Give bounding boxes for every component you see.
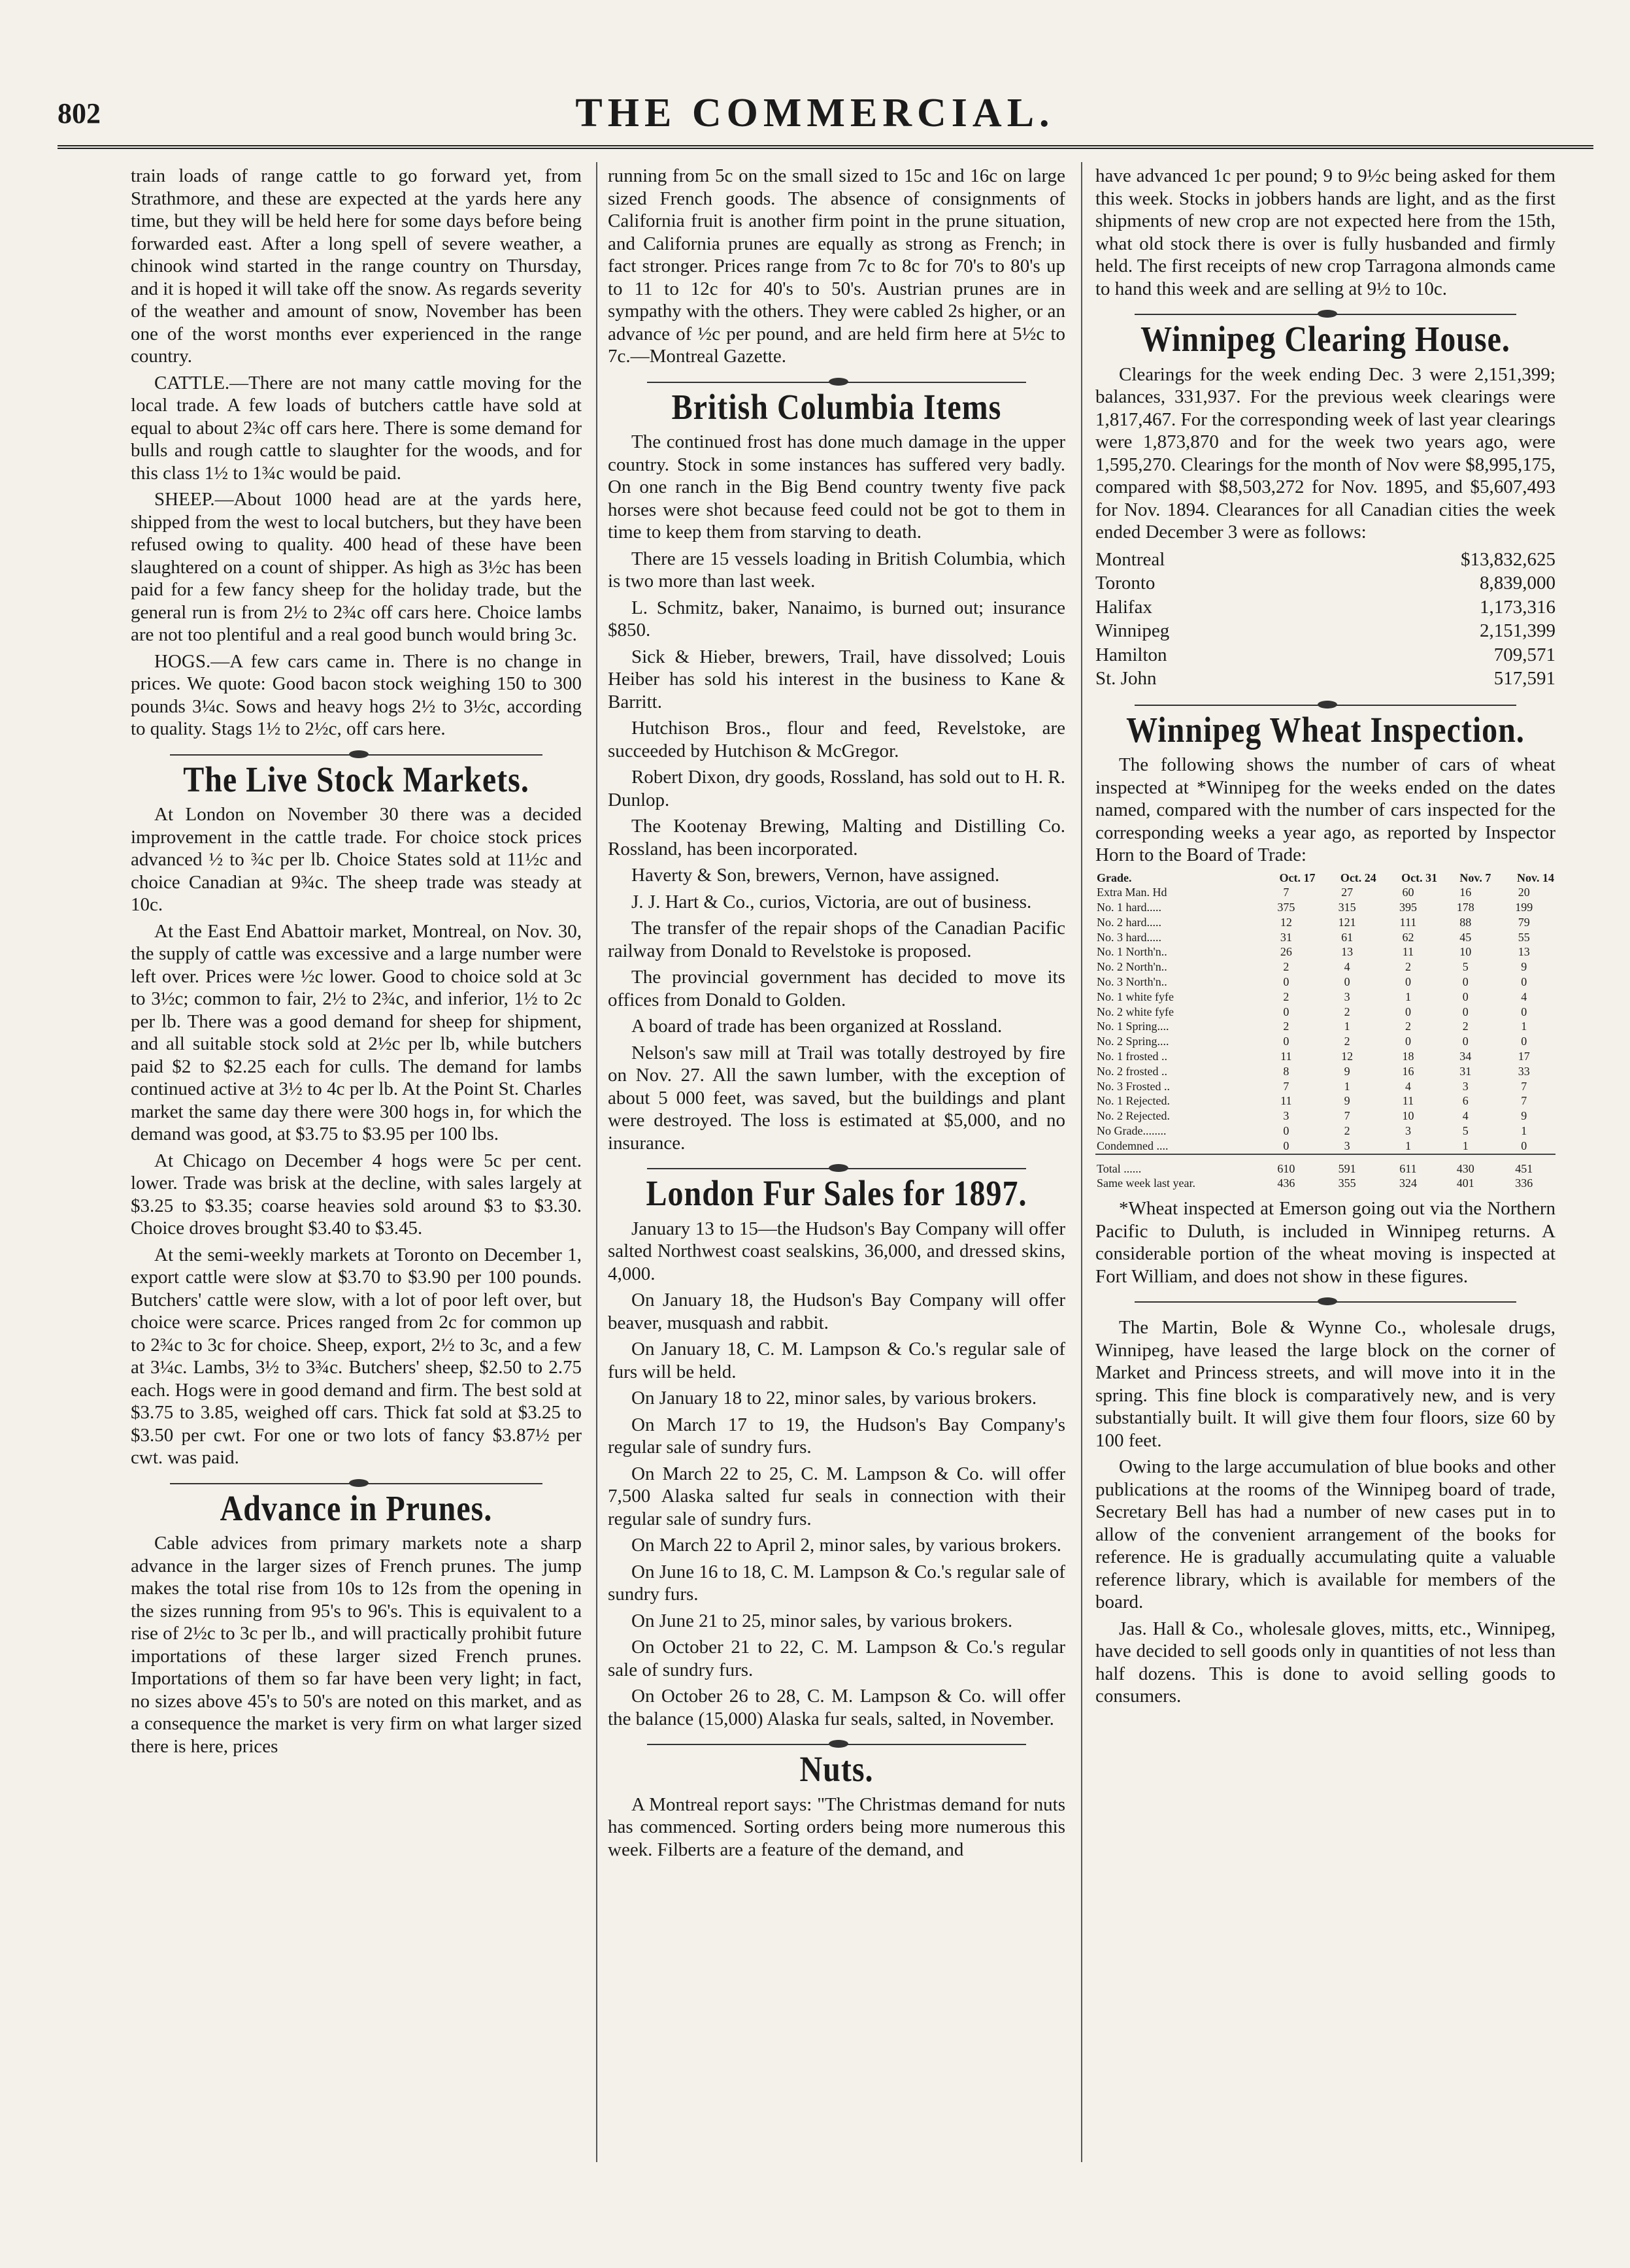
paragraph: Sick & Hieber, brewers, Trail, have dissolved; Louis Heiber has sold his interest in the business to Kane & Barritt. <box>608 646 1065 712</box>
grade-cell: No. 2 Rejected. <box>1097 1109 1170 1123</box>
count-cell: 199 <box>1515 901 1533 914</box>
count-cell: 61 <box>1341 930 1354 944</box>
count-cell: 9 <box>1521 960 1527 974</box>
count-cell: 178 <box>1456 901 1474 914</box>
headline-winnipeg-clearing-house: Winnipeg Clearing House. <box>1140 319 1510 359</box>
grade-cell: No. 1 frosted .. <box>1097 1050 1167 1063</box>
grade-cell: No. 2 North'n.. <box>1097 960 1167 974</box>
headline-advance-in-prunes: Advance in Prunes. <box>220 1488 493 1529</box>
amount-cell: 709,571 <box>1493 644 1555 665</box>
count-cell: 1 <box>1462 1139 1469 1152</box>
count-cell: 4 <box>1521 990 1527 1003</box>
grade-cell: Condemned .... <box>1097 1139 1169 1152</box>
table-row <box>1095 990 1555 1005</box>
table-row <box>1095 959 1555 975</box>
paragraph: On January 18 to 22, minor sales, by various brokers. <box>631 1388 1037 1409</box>
paragraph: At the East End Abattoir market, Montreal, on Nov. 30, the supply of cattle was excessive and a large number were left over. Prices were ½c lower. Good to choice sold at 3c to 3½c; common to fair, 2½ to 2¾c, and inferior, 1½ to 2c per lb. There was a good demand for sheep for shipment, and all suitable stock sold at 2½c per lb, while butchers paid $2 to $2.25 each for culls. The demand for lambs continued active at 3½ to 4c per lb. At the Point St. Charles market the same day there were 300 hogs in, for which the demand was good, at $3.75 to $3.95 per 100 lbs. <box>131 920 582 1144</box>
count-cell: 2 <box>1283 960 1289 974</box>
count-cell: 315 <box>1338 901 1356 914</box>
count-cell: 62 <box>1402 930 1414 944</box>
grade-cell: No. 2 Spring.... <box>1097 1035 1169 1048</box>
grade-cell: No. 3 North'n.. <box>1097 975 1167 989</box>
count-cell: 16 <box>1402 1064 1414 1078</box>
count-cell: 2 <box>1283 990 1289 1003</box>
table-row <box>1095 930 1555 945</box>
count-cell: 1 <box>1521 1124 1527 1138</box>
table-row <box>1095 975 1555 990</box>
section-separator <box>1135 1293 1516 1311</box>
headline-british-columbia-items: British Columbia Items <box>671 387 1002 427</box>
count-cell: 11 <box>1402 1094 1414 1108</box>
count-cell: 0 <box>1521 1005 1527 1018</box>
count-cell: 7 <box>1521 1094 1527 1108</box>
city-cell: Toronto <box>1095 573 1156 593</box>
paragraph: On March 17 to 19, the Hudson's Bay Company's regular sale of sundry furs. <box>608 1414 1065 1458</box>
count-cell: 12 <box>1341 1050 1354 1063</box>
count-cell: 7 <box>1521 1079 1527 1093</box>
column-header: Nov. 7 <box>1459 871 1491 884</box>
table-row <box>1095 1049 1555 1064</box>
paragraph: A board of trade has been organized at Rossland. <box>631 1016 1003 1037</box>
paragraph: Owing to the large accumulation of blue books and other publications at the rooms of the Winnipeg board of trade, Secretary Bell has had a number of new cases put in to allow of the convenient arrangement of the books for reference. He is gradually accumulating quite a valuable reference library, which is available for members of the board. <box>1095 1456 1555 1613</box>
paragraph: At Chicago on December 4 hogs were 5c per cent. lower. Trade was brisk at the decline, with sales largely at $3.25 to $3.35; coarse heavies sold around $3 to $3.30. Choice droves brought $3.40 to $3.45. <box>131 1150 582 1239</box>
paragraph: The Kootenay Brewing, Malting and Distilling Co. Rossland, has been incorporated. <box>608 816 1065 859</box>
grade-cell: No. 1 hard..... <box>1097 901 1161 914</box>
column-2 <box>608 165 1065 1865</box>
paragraph: At London on November 30 there was a decided improvement in the cattle trade. For choice stock prices advanced ½ to ¾c per lb. Choice States sold at 11½c and choice Canadian at 9¾c. The sheep trade was steady at 10c. <box>131 804 582 915</box>
table-row <box>1095 1034 1555 1049</box>
count-cell: 33 <box>1518 1064 1530 1078</box>
masthead-rule <box>58 145 1593 149</box>
page-number: 802 <box>58 97 101 129</box>
count-cell: 4 <box>1344 960 1350 974</box>
paragraph: There are 15 vessels loading in British Columbia, which is two more than last week. <box>608 548 1065 592</box>
count-cell: 5 <box>1462 960 1469 974</box>
count-cell: 1 <box>1344 1079 1350 1093</box>
count-cell: 436 <box>1277 1176 1295 1190</box>
city-cell: Winnipeg <box>1095 620 1170 641</box>
count-cell: 12 <box>1280 915 1292 929</box>
amount-cell: $13,832,625 <box>1461 548 1555 570</box>
headline-live-stock-markets: The Live Stock Markets. <box>183 759 529 800</box>
table-row <box>1095 1064 1555 1079</box>
count-cell: 45 <box>1459 930 1472 944</box>
table-row <box>1095 900 1555 915</box>
column-1 <box>131 165 582 1761</box>
table-row <box>1095 571 1555 595</box>
table-row <box>1095 1093 1555 1109</box>
count-cell: 355 <box>1338 1176 1356 1190</box>
paragraph: Clearings for the week ending Dec. 3 were 2,151,399; balances, 331,937. For the previous week clearings were 1,817,467. For the corresponding week of last year clearings were 1,873,870 and for the week two years ago, were 1,595,270. Clearings for the month of Nov were $8,995,175, compared with $8,503,272 for Nov. 1895, and $5,607,493 for Nov. 1894. Clearances for all Canadian cities the week ended December 3 were as follows: <box>1095 363 1555 542</box>
grade-cell: No. 1 North'n.. <box>1097 945 1167 959</box>
paragraph: L. Schmitz, baker, Nanaimo, is burned out; insurance $850. <box>608 597 1065 641</box>
count-cell: 27 <box>1341 886 1354 899</box>
count-cell: 7 <box>1344 1109 1350 1123</box>
count-cell: 7 <box>1283 886 1289 899</box>
count-cell: 395 <box>1399 901 1417 914</box>
count-cell: 111 <box>1399 915 1417 929</box>
paragraph: On January 18, C. M. Lampson & Co.'s regular sale of furs will be held. <box>608 1339 1065 1382</box>
count-cell: 1 <box>1405 1139 1411 1152</box>
paragraph: running from 5c on the small sized to 15c and 16c on large sized French goods. The absence of consignments of California fruit is another firm point in the prune situation, and California prunes are equally as strong as French; in fact stronger. Prices range from 7c to 8c for 70's to 80's up to 11 to 12c for 40's to 50's. Austrian prunes are in sympathy with the others. They were cabled 2s higher, or an advance of ½c per pound, and are held firm here at 5½c to 7c.—Montreal Gazette. <box>608 165 1065 367</box>
headline-london-fur-sales: London Fur Sales for 1897. <box>646 1173 1027 1214</box>
headline-winnipeg-wheat-inspection: Winnipeg Wheat Inspection. <box>1126 710 1525 750</box>
table-row <box>1095 643 1555 667</box>
amount-cell: 1,173,316 <box>1480 596 1555 618</box>
count-cell: 0 <box>1521 1035 1527 1048</box>
count-cell: 0 <box>1283 1124 1289 1138</box>
count-cell: 0 <box>1462 975 1469 989</box>
table-row <box>1095 1005 1555 1020</box>
count-cell: 4 <box>1405 1079 1411 1093</box>
paragraph: January 13 to 15—the Hudson's Bay Company will offer salted Northwest coast sealskins, 36,000, and dressed skins, 4,000. <box>608 1218 1065 1284</box>
paragraph: On October 26 to 28, C. M. Lampson & Co. will offer the balance (15,000) Alaska fur seals, salted, in November. <box>608 1686 1065 1729</box>
column-header: Oct. 17 <box>1279 871 1316 884</box>
grade-cell: No Grade........ <box>1097 1124 1167 1138</box>
paragraph: On March 22 to 25, C. M. Lampson & Co. will offer 7,500 Alaska salted fur seals in connection with their regular sale of sundry furs. <box>608 1463 1065 1529</box>
paragraph: The provincial government has decided to move its offices from Donald to Golden. <box>608 967 1065 1010</box>
count-cell: 13 <box>1518 945 1530 959</box>
table-row <box>1095 1079 1555 1094</box>
paragraph: The Martin, Bole & Wynne Co., wholesale drugs, Winnipeg, have leased the large block on the corner of Market and Princess streets, and will move into it in the spring. This fine block is comparatively new, and is very substantially built. It will give them four floors, size 60 by 100 feet. <box>1095 1317 1555 1451</box>
count-cell: 34 <box>1459 1050 1472 1063</box>
row-label-cell: Total ...... <box>1097 1161 1142 1175</box>
count-cell: 1 <box>1521 1020 1527 1033</box>
amount-cell: 8,839,000 <box>1480 573 1555 593</box>
paragraph: On October 21 to 22, C. M. Lampson & Co.'s regular sale of sundry furs. <box>608 1637 1065 1680</box>
amount-cell: 2,151,399 <box>1480 620 1555 641</box>
column-header: Grade. <box>1097 871 1132 884</box>
table-row <box>1095 548 1555 572</box>
table-header-row <box>1095 871 1555 886</box>
table-row <box>1095 915 1555 930</box>
count-cell: 8 <box>1283 1064 1289 1078</box>
grade-cell: No. 1 Spring.... <box>1097 1020 1169 1033</box>
paragraph: On June 16 to 18, C. M. Lampson & Co.'s regular sale of sundry furs. <box>608 1561 1065 1605</box>
city-cell: Hamilton <box>1095 644 1167 665</box>
count-cell: 9 <box>1521 1109 1527 1123</box>
wheat-table-body <box>1095 885 1555 1191</box>
count-cell: 336 <box>1515 1176 1533 1190</box>
last-year-row <box>1095 1176 1555 1191</box>
paragraph: At the semi-weekly markets at Toronto on December 1, export cattle were slow at $3.70 to $3.90 per 100 pounds. Butchers' cattle were slow, with a lot of poor left over, but choice were scarce. Prices ranged from 2c for common up to 2¾c to 3c for choice. Sheep, export, 2½ to 3c, and a few at 3¼c. Lambs, 3½ to 3¾c. Butchers' sheep, $2.50 to 2.75 each. Hogs were in good demand and firm. The best sold at $3.75 to 3.85, weighed off cars. Thick fat sold at $3.25 to $3.50 per cwt. For one or two lots of fancy $3.87½ per cwt. was paid. <box>131 1244 582 1468</box>
count-cell: 1 <box>1344 1020 1350 1033</box>
paragraph: On June 21 to 25, minor sales, by various brokers. <box>631 1610 1013 1631</box>
city-cell: St. John <box>1095 668 1157 689</box>
count-cell: 324 <box>1399 1176 1417 1190</box>
count-cell: 3 <box>1344 1139 1350 1152</box>
count-cell: 55 <box>1518 930 1530 944</box>
count-cell: 0 <box>1462 1005 1469 1018</box>
grade-cell: No. 3 hard..... <box>1097 930 1161 944</box>
count-cell: 2 <box>1405 960 1411 974</box>
column-header: Oct. 24 <box>1340 871 1376 884</box>
column-header: Nov. 14 <box>1516 871 1554 884</box>
count-cell: 401 <box>1456 1176 1474 1190</box>
table-row <box>1095 595 1555 620</box>
count-cell: 0 <box>1405 1035 1411 1048</box>
paragraph: Hutchison Bros., flour and feed, Revelstoke, are succeeded by Hutchison & McGregor. <box>608 718 1065 761</box>
paragraph: On March 22 to April 2, minor sales, by various brokers. <box>631 1535 1062 1556</box>
count-cell: 7 <box>1283 1079 1289 1093</box>
count-cell: 0 <box>1462 1035 1469 1048</box>
count-cell: 121 <box>1338 915 1356 929</box>
column-divider-2 <box>1081 162 1082 2162</box>
count-cell: 2 <box>1344 1005 1350 1018</box>
clearings-table <box>1095 548 1555 691</box>
paragraph: Jas. Hall & Co., wholesale gloves, mitts, etc., Winnipeg, have decided to sell goods only in quantities of not less than half dozens. This is done to avoid selling goods to consumers. <box>1095 1618 1555 1707</box>
paragraph: CATTLE.—There are not many cattle moving for the local trade. A few loads of butchers cattle have sold at equal to about 2¾c off cars here. There is some demand for bulls and rough cattle to slaughter for the woods, and for this class 1½ to 1¾c would be paid. <box>131 372 582 484</box>
masthead-title: THE COMMERCIAL. <box>575 91 1055 135</box>
count-cell: 6 <box>1462 1094 1469 1108</box>
count-cell: 3 <box>1462 1079 1469 1093</box>
city-cell: Halifax <box>1095 596 1152 618</box>
count-cell: 591 <box>1338 1161 1356 1175</box>
table-row <box>1095 1139 1555 1154</box>
count-cell: 18 <box>1402 1050 1414 1063</box>
amount-cell: 517,591 <box>1493 668 1555 689</box>
paragraph: A Montreal report says: "The Christmas demand for nuts has commenced. Sorting orders being more numerous this week. Filberts are a feature of the demand, and <box>608 1793 1065 1860</box>
count-cell: 375 <box>1277 901 1295 914</box>
table-row <box>1095 1109 1555 1124</box>
count-cell: 610 <box>1277 1161 1295 1175</box>
count-cell: 79 <box>1518 915 1530 929</box>
grade-cell: No. 2 white fyfe <box>1097 1005 1174 1018</box>
grade-cell: No. 2 frosted .. <box>1097 1064 1167 1078</box>
paragraph: *Wheat inspected at Emerson going out via the Northern Pacific to Duluth, is included in Winnipeg returns. A considerable portion of the wheat moving is inspected at Fort William, and does not show in these figures. <box>1095 1198 1555 1287</box>
paragraph: train loads of range cattle to go forward yet, from Strathmore, and these are expected at the yards here any time, but they will be held here for some days before being forwarded east. After a long spell of severe weather, a chinook wind started in the range country on Thursday, and it is hoped it will take off the snow. As regards severity of the weather and amount of snow, November has been one of the worst months ever experienced in the range country. <box>131 165 582 367</box>
count-cell: 451 <box>1515 1161 1533 1175</box>
count-cell: 0 <box>1283 1005 1289 1018</box>
count-cell: 11 <box>1280 1050 1292 1063</box>
count-cell: 3 <box>1405 1124 1411 1138</box>
count-cell: 2 <box>1405 1020 1411 1033</box>
column-header: Oct. 31 <box>1401 871 1438 884</box>
paragraph: SHEEP.—About 1000 head are at the yards here, shipped from the west to local butchers, but they have been refused owing to quality. 400 head of these have been slaughtered on a count of shipper. As high as 3½c has been paid for a few fancy sheep for the holiday trade, but the general run is from 2½ to 2¾c off cars here. Choice lambs are not too plentiful and a real good bunch would bring 3c. <box>131 489 582 645</box>
count-cell: 20 <box>1518 886 1530 899</box>
count-cell: 611 <box>1399 1161 1417 1175</box>
count-cell: 2 <box>1344 1124 1350 1138</box>
paragraph: HOGS.—A few cars came in. There is no change in prices. We quote: Good bacon stock weighing 150 to 300 pounds 3¼c. Sows and heavy hogs 2½ to 3½c, according to quality. Stags 1½ to 2½c, off cars here. <box>131 650 582 739</box>
count-cell: 26 <box>1280 945 1292 959</box>
count-cell: 17 <box>1518 1050 1530 1063</box>
headline-nuts: Nuts. <box>799 1749 874 1790</box>
paragraph: The following shows the number of cars of wheat inspected at *Winnipeg for the weeks ended on the dates named, compared with the number of cars inspected for the corresponding weeks a year ago, as reported by Inspector Horn to the Board of Trade: <box>1095 754 1555 865</box>
count-cell: 2 <box>1283 1020 1289 1033</box>
paragraph: The transfer of the repair shops of the Canadian Pacific railway from Donald to Revelstoke is proposed. <box>608 918 1065 961</box>
column-3 <box>1095 165 1555 1712</box>
paragraph: have advanced 1c per pound; 9 to 9½c being asked for them this week. Stocks in jobbers hands are light, and as the first shipments of new crop are not expected here from the 15th, what old stock there is over is fully husbanded and firmly held. The first receipts of new crop Tarragona almonds came to hand this week and are selling at 9½ to 10c. <box>1095 165 1555 299</box>
count-cell: 9 <box>1344 1064 1350 1078</box>
table-row <box>1095 885 1555 900</box>
count-cell: 430 <box>1456 1161 1474 1175</box>
count-cell: 2 <box>1462 1020 1469 1033</box>
paragraph: On January 18, the Hudson's Bay Company will offer beaver, musquash and rabbit. <box>608 1290 1065 1333</box>
total-row <box>1095 1155 1555 1176</box>
count-cell: 0 <box>1405 975 1411 989</box>
count-cell: 0 <box>1344 975 1350 989</box>
paragraph: Nelson's saw mill at Trail was totally destroyed by fire on Nov. 27. All the sawn lumber, with the exception of about 5 000 feet, was saved, but the buildings and plant were destroyed. The loss is estimated at $5,000, and no insurance. <box>608 1042 1065 1154</box>
count-cell: 0 <box>1283 975 1289 989</box>
count-cell: 31 <box>1459 1064 1472 1078</box>
grade-cell: Extra Man. Hd <box>1097 886 1167 899</box>
paragraph: Haverty & Son, brewers, Vernon, have assigned. <box>631 865 1000 886</box>
table-row <box>1095 1124 1555 1139</box>
row-label-cell: Same week last year. <box>1097 1176 1195 1190</box>
count-cell: 10 <box>1459 945 1472 959</box>
grade-cell: No. 1 Rejected. <box>1097 1094 1170 1108</box>
count-cell: 3 <box>1283 1109 1289 1123</box>
paragraph: Cable advices from primary markets note a sharp advance in the larger sizes of French prunes. The jump makes the total rise from 10s to 12s from the opening in the sizes running from 95's to 96's. This is equivalent to a rise of 2½c to 3c per lb., and will practically prohibit future importations of these larger sized French prunes. Importations of them so far have been very light; in fact, no sizes above 45's to 50's are noted on this market, and as a consequence the market is very firm on what larger sized there is here, prices <box>131 1533 582 1757</box>
count-cell: 0 <box>1283 1139 1289 1152</box>
paragraph: The continued frost has done much damage in the upper country. Stock in some instances has suffered very badly. On one ranch in the Big Bend country twenty five pack horses were shot because feed could not be got to them in time to keep them from starving to death. <box>608 431 1065 542</box>
count-cell: 11 <box>1402 945 1414 959</box>
grade-cell: No. 3 Frosted .. <box>1097 1079 1170 1093</box>
city-cell: Montreal <box>1095 548 1165 570</box>
count-cell: 2 <box>1344 1035 1350 1048</box>
count-cell: 1 <box>1405 990 1411 1003</box>
count-cell: 11 <box>1280 1094 1292 1108</box>
table-row <box>1095 944 1555 959</box>
count-cell: 0 <box>1521 1139 1527 1152</box>
count-cell: 3 <box>1344 990 1350 1003</box>
count-cell: 16 <box>1459 886 1472 899</box>
count-cell: 13 <box>1341 945 1354 959</box>
count-cell: 0 <box>1283 1035 1289 1048</box>
count-cell: 10 <box>1402 1109 1414 1123</box>
paragraph: Robert Dixon, dry goods, Rossland, has sold out to H. R. Dunlop. <box>608 767 1065 810</box>
count-cell: 5 <box>1462 1124 1469 1138</box>
count-cell: 0 <box>1521 975 1527 989</box>
count-cell: 88 <box>1459 915 1472 929</box>
count-cell: 4 <box>1462 1109 1469 1123</box>
column-divider-1 <box>596 162 597 2162</box>
wheat-inspection-table <box>1095 871 1555 1192</box>
count-cell: 0 <box>1462 990 1469 1003</box>
grade-cell: No. 2 hard..... <box>1097 915 1161 929</box>
count-cell: 31 <box>1280 930 1292 944</box>
paragraph: J. J. Hart & Co., curios, Victoria, are out of business. <box>631 891 1032 912</box>
count-cell: 9 <box>1344 1094 1350 1108</box>
table-row <box>1095 1019 1555 1034</box>
count-cell: 0 <box>1405 1005 1411 1018</box>
count-cell: 60 <box>1402 886 1414 899</box>
table-row <box>1095 619 1555 643</box>
table-row <box>1095 667 1555 691</box>
grade-cell: No. 1 white fyfe <box>1097 990 1174 1003</box>
